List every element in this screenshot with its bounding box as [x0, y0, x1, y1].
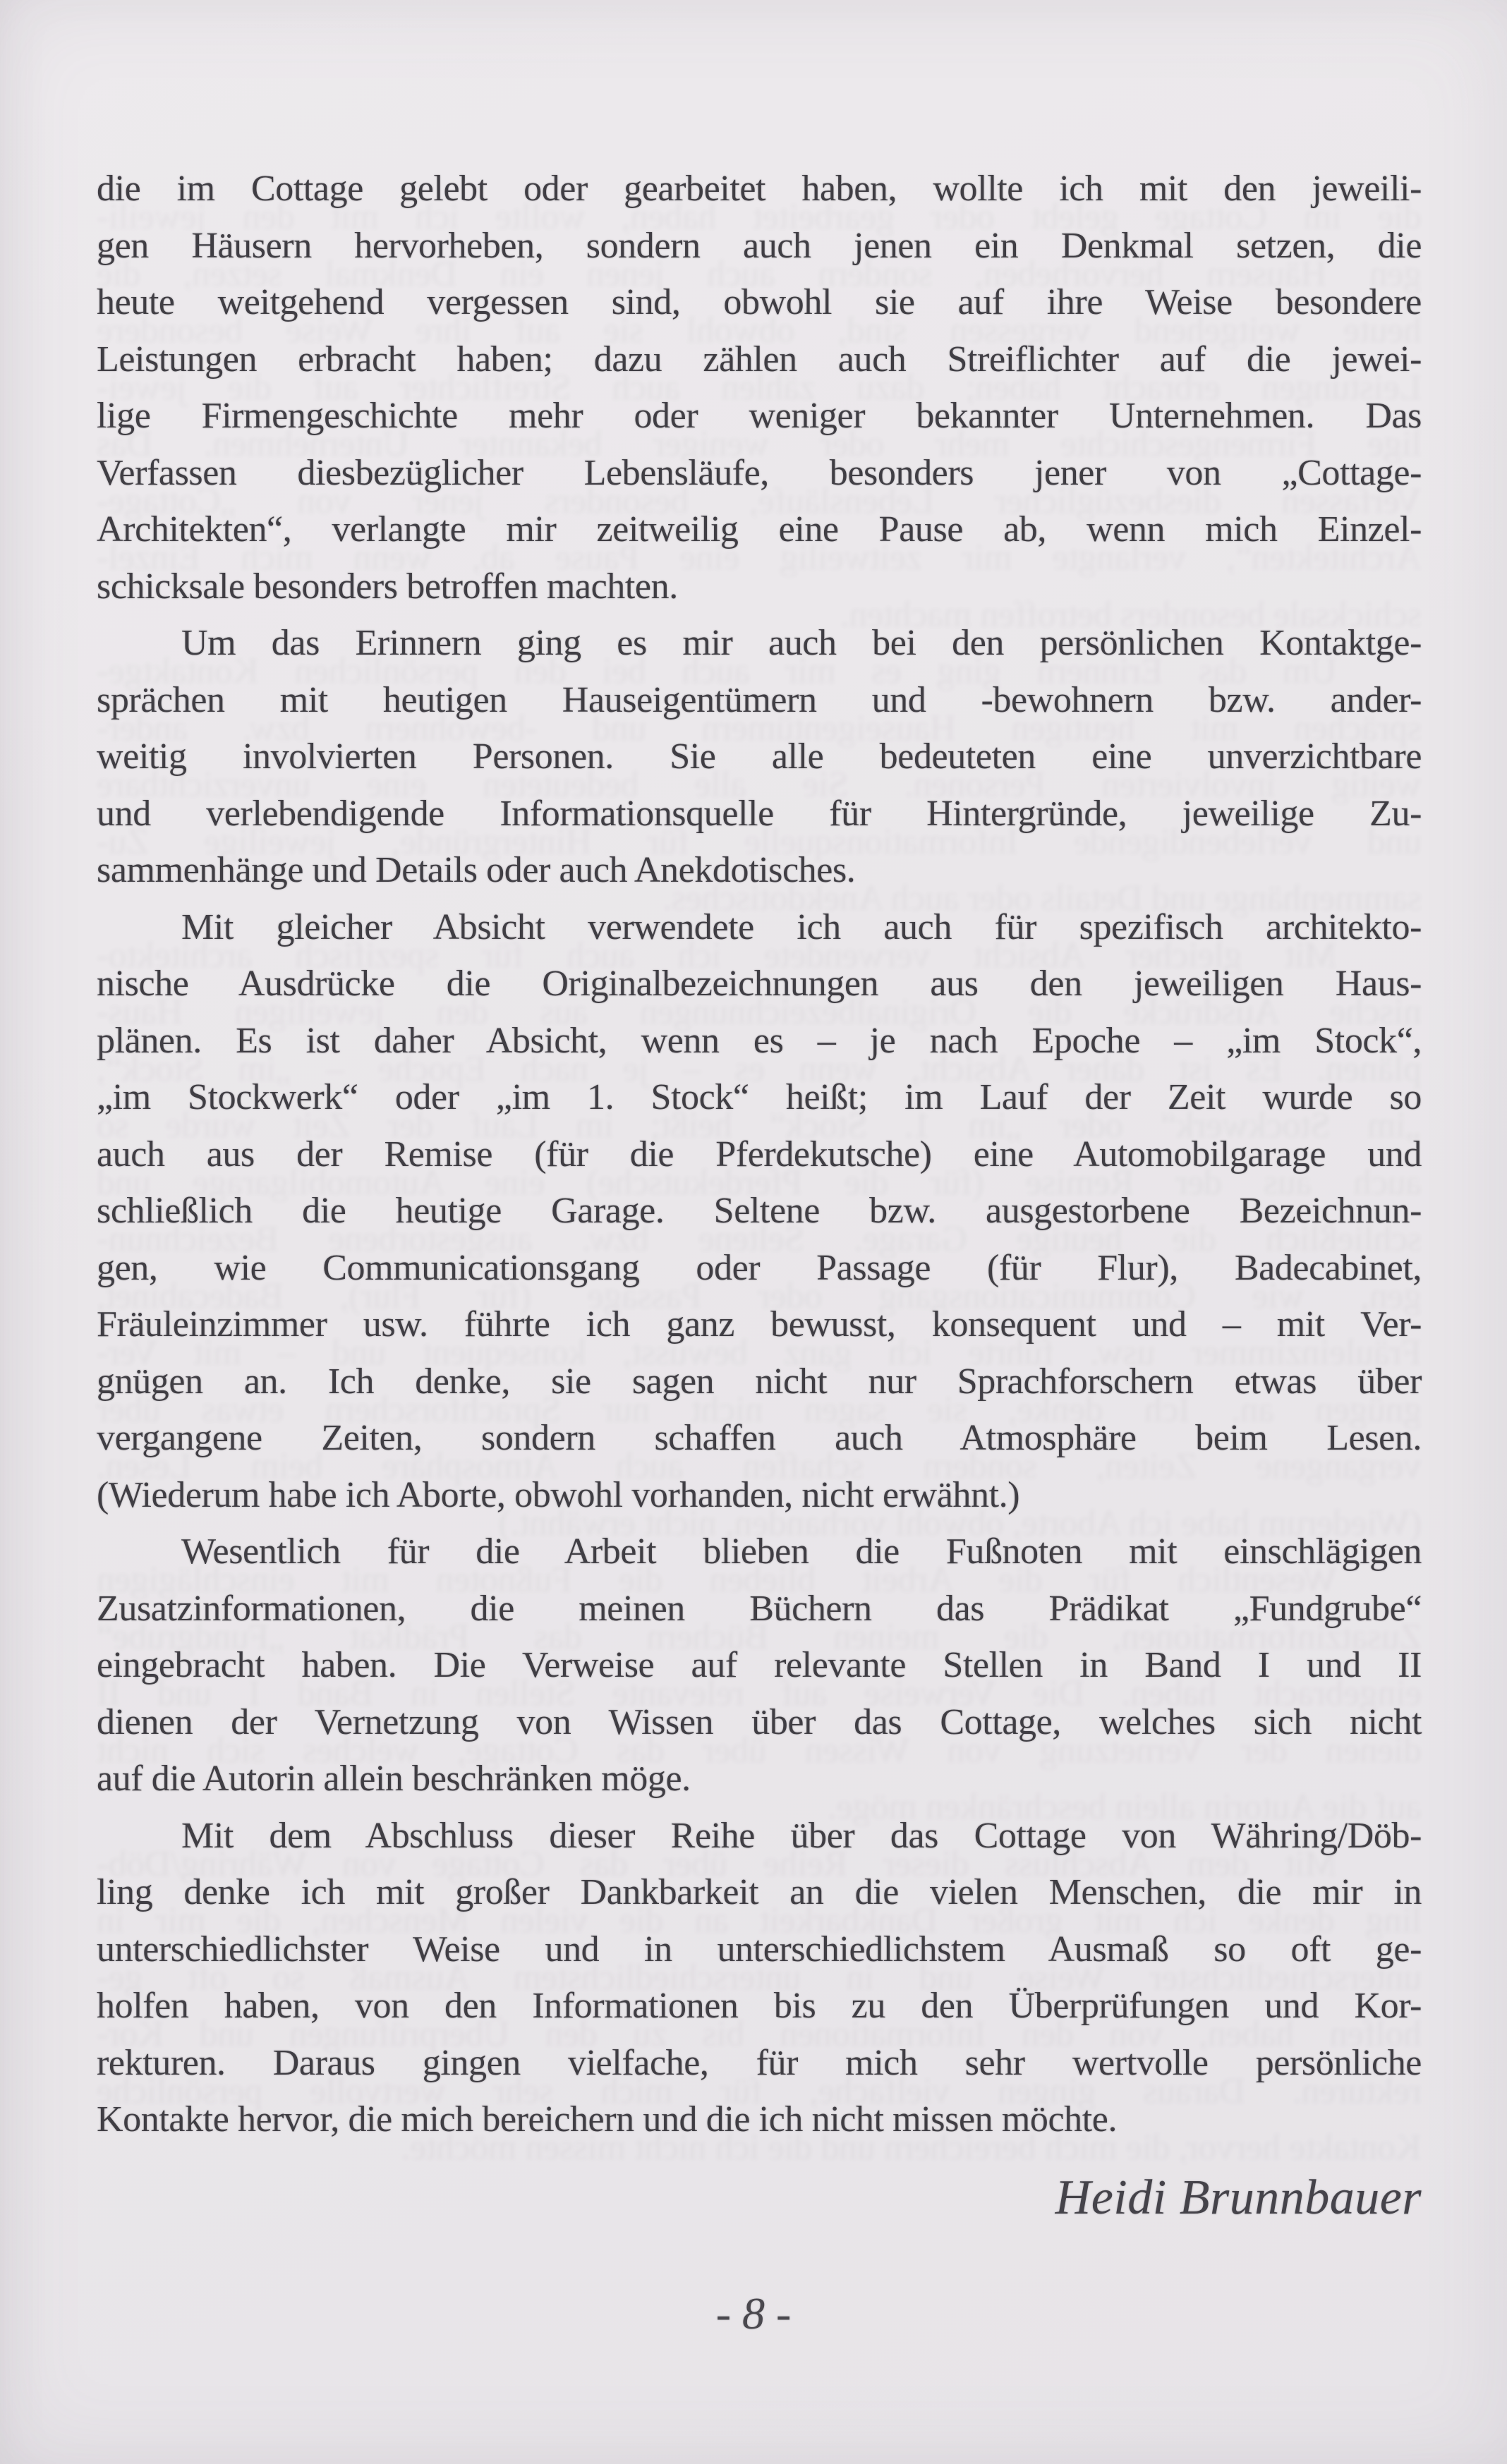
text-line: Kontakte hervor, die mich bereichern und die ich nicht missen möchte.: [97, 2099, 1118, 2140]
ghost-line: Fräuleinzimmer usw. führte ich ganz bewusst, konsequent und – mit Ver-: [97, 1333, 1422, 1373]
ghost-line: holfen haben, von den Informationen bis zu den Überprüfungen und Kor-: [97, 2014, 1422, 2054]
text-line: auf die Autorin allein beschränken möge.: [97, 1759, 691, 1799]
ghost-line: ling denke ich mit großer Dankbarkeit an die vielen Menschen, die mir in: [97, 1900, 1422, 1941]
text-line: Fräuleinzimmer usw. führte ich ganz bewusst, konsequent und – mit Ver-: [97, 1304, 1422, 1345]
text-line: heute weitgehend vergessen sind, obwohl sie auf ihre Weise besondere: [97, 282, 1422, 322]
text-line: Zusatzinformationen, die meinen Büchern das Prädikat „Fundgrube“: [97, 1588, 1422, 1629]
ghost-line: schließlich die heutige Garage. Seltene bzw. ausgestorbene Bezeichnun-: [97, 1219, 1422, 1259]
text-line: gnügen an. Ich denke, sie sagen nicht nur Sprachforschern etwas über: [97, 1361, 1422, 1402]
ghost-line: Mit dem Abschluss dieser Reihe über das Cottage von Währing/Döb-: [97, 1843, 1337, 1884]
text-block: [97, 161, 1422, 2149]
ghost-line: Leistungen erbracht haben; dazu zählen auch Streiflichter auf die jewei-: [97, 367, 1422, 408]
text-line: plänen. Es ist daher Absicht, wenn es – je nach Epoche – „im Stock“,: [97, 1020, 1422, 1061]
text-line: die im Cottage gelebt oder gearbeitet haben, wollte ich mit den jeweili-: [97, 169, 1422, 209]
paragraph: [97, 615, 1422, 899]
ghost-line: „im Stockwerk“ oder „im 1. Stock“ heißt; im Lauf der Zeit wurde so: [97, 1105, 1422, 1146]
text-line: Mit gleicher Absicht verwendete ich auch für spezifisch architekto-: [181, 906, 1422, 947]
text-line: gen Häusern hervorheben, sondern auch jenen ein Denkmal setzen, die: [97, 225, 1422, 266]
text-line: gen, wie Communicationsgang oder Passage (für Flur), Badecabinet,: [97, 1247, 1422, 1288]
text-line: (Wiederum habe ich Aborte, obwohl vorhanden, nicht erwähnt.): [97, 1474, 1020, 1515]
text-line: auch aus der Remise (für die Pferdekutsche) eine Automobilgarage und: [97, 1134, 1422, 1175]
ghost-line: auch aus der Remise (für die Pferdekutsche) eine Automobilgarage und: [97, 1162, 1422, 1203]
text-line: sprächen mit heutigen Hauseigentümern und -bewohnern bzw. ander-: [97, 679, 1422, 720]
text-line: ling denke ich mit großer Dankbarkeit an die vielen Menschen, die mir in: [97, 1872, 1422, 1912]
text-line: Leistungen erbracht haben; dazu zählen auch Streiflichter auf die jewei-: [97, 339, 1422, 380]
text-line: „im Stockwerk“ oder „im 1. Stock“ heißt; im Lauf der Zeit wurde so: [97, 1077, 1422, 1117]
ghost-line: gen Häusern hervorheben, sondern auch jenen ein Denkmal setzen, die: [97, 253, 1422, 294]
text-line: schicksale besonders betroffen machten.: [97, 566, 678, 607]
text-line: rekturen. Daraus gingen vielfache, für mich sehr wertvolle persönliche: [97, 2042, 1422, 2083]
text-line: schließlich die heutige Garage. Seltene bzw. ausgestorbene Bezeichnun-: [97, 1191, 1422, 1231]
ghost-line: vergangene Zeiten, sondern schaffen auch Atmosphäre beim Lesen.: [97, 1446, 1422, 1486]
ghost-line: Architekten“, verlangte mir zeitweilig eine Pause ab, wenn mich Einzel-: [97, 538, 1422, 578]
paragraph: [97, 161, 1422, 615]
text-line: Wesentlich für die Arbeit blieben die Fußnoten mit einschlägigen: [181, 1531, 1422, 1572]
ghost-line: und verlebendigende Informationsquelle für Hintergründe, jeweilige Zu-: [97, 821, 1422, 862]
text-line: dienen der Vernetzung von Wissen über das Cottage, welches sich nicht: [97, 1701, 1422, 1742]
text-line: sammenhänge und Details oder auch Anekdotisches.: [97, 850, 856, 890]
text-line: nische Ausdrücke die Originalbezeichnungen aus den jeweiligen Haus-: [97, 964, 1422, 1004]
ghost-line: unterschiedlichster Weise und in unterschiedlichstem Ausmaß so oft ge-: [97, 1957, 1422, 1998]
text-line: Verfassen diesbezüglicher Lebensläufe, besonders jener von „Cottage-: [97, 452, 1422, 493]
ghost-line: gen, wie Communicationsgang oder Passage (für Flur), Badecabinet,: [97, 1275, 1422, 1316]
ghost-line: nische Ausdrücke die Originalbezeichnungen aus den jeweiligen Haus-: [97, 992, 1422, 1032]
author-signature: Heidi Brunnbauer: [1055, 2171, 1422, 2225]
text-line: Architekten“, verlangte mir zeitweilig eine Pause ab, wenn mich Einzel-: [97, 509, 1422, 550]
page-number: - 8 -: [715, 2288, 792, 2338]
ghost-line: Verfassen diesbezüglicher Lebensläufe, besonders jener von „Cottage-: [97, 480, 1422, 521]
text-line: weitig involvierten Personen. Sie alle bedeuteten eine unverzichtbare: [97, 736, 1422, 777]
ghost-line: lige Firmengeschichte mehr oder weniger bekannter Unternehmen. Das: [97, 424, 1422, 464]
ghost-line: heute weitgehend vergessen sind, obwohl sie auf ihre Weise besondere: [97, 310, 1422, 351]
text-line: Mit dem Abschluss dieser Reihe über das Cottage von Währing/Döb-: [181, 1815, 1422, 1856]
paragraph: [97, 1524, 1422, 1808]
text-line: Um das Erinnern ging es mir auch bei den persönlichen Kontaktge-: [181, 623, 1422, 663]
ghost-line: rekturen. Daraus gingen vielfache, für mich sehr wertvolle persönliche: [97, 2070, 1422, 2111]
paragraph: [97, 899, 1422, 1524]
ghost-line: Wesentlich für die Arbeit blieben die Fußnoten mit einschlägigen: [97, 1560, 1337, 1600]
ghost-line: sprächen mit heutigen Hauseigentümern und -bewohnern bzw. ander-: [97, 708, 1422, 748]
ghost-line: schicksale besonders betroffen machten.: [840, 594, 1422, 635]
text-line: und verlebendigende Informationsquelle für Hintergründe, jeweilige Zu-: [97, 793, 1422, 834]
ghost-line: Kontakte hervor, die mich bereichern und die ich nicht missen möchte.: [401, 2128, 1422, 2168]
ghost-line: gnügen an. Ich denke, sie sagen nicht nur Sprachforschern etwas über: [97, 1389, 1422, 1430]
text-line: unterschiedlichster Weise und in unterschiedlichstem Ausmaß so oft ge-: [97, 1929, 1422, 1970]
ghost-line: weitig involvierten Personen. Sie alle bedeuteten eine unverzichtbare: [97, 765, 1422, 805]
text-line: holfen haben, von den Informationen bis zu den Überprüfungen und Kor-: [97, 1986, 1422, 2026]
ghost-line: sammenhänge und Details oder auch Anekdotisches.: [662, 878, 1422, 918]
paragraph: [97, 1808, 1422, 2149]
ghost-line: Mit gleicher Absicht verwendete ich auch für spezifisch architekto-: [97, 935, 1337, 976]
ghost-line: (Wiederum habe ich Aborte, obwohl vorhanden, nicht erwähnt.): [498, 1503, 1422, 1543]
text-line: eingebracht haben. Die Verweise auf relevante Stellen in Band I und II: [97, 1645, 1422, 1685]
ghost-line: Zusatzinformationen, die meinen Büchern das Prädikat „Fundgrube“: [97, 1616, 1422, 1657]
ghost-line: eingebracht haben. Die Verweise auf relevante Stellen in Band I und II: [97, 1673, 1422, 1713]
ghost-line: Um das Erinnern ging es mir auch bei den persönlichen Kontaktge-: [97, 651, 1337, 691]
ghost-line: plänen. Es ist daher Absicht, wenn es – je nach Epoche – „im Stock“,: [97, 1048, 1422, 1089]
ghost-line: die im Cottage gelebt oder gearbeitet haben, wollte ich mit den jeweili-: [97, 197, 1422, 237]
text-line: vergangene Zeiten, sondern schaffen auch Atmosphäre beim Lesen.: [97, 1418, 1422, 1458]
ghost-line: auf die Autorin allein beschränken möge.: [828, 1787, 1422, 1827]
ghost-line: dienen der Vernetzung von Wissen über das Cottage, welches sich nicht: [97, 1730, 1422, 1771]
text-line: lige Firmengeschichte mehr oder weniger bekannter Unternehmen. Das: [97, 396, 1422, 436]
